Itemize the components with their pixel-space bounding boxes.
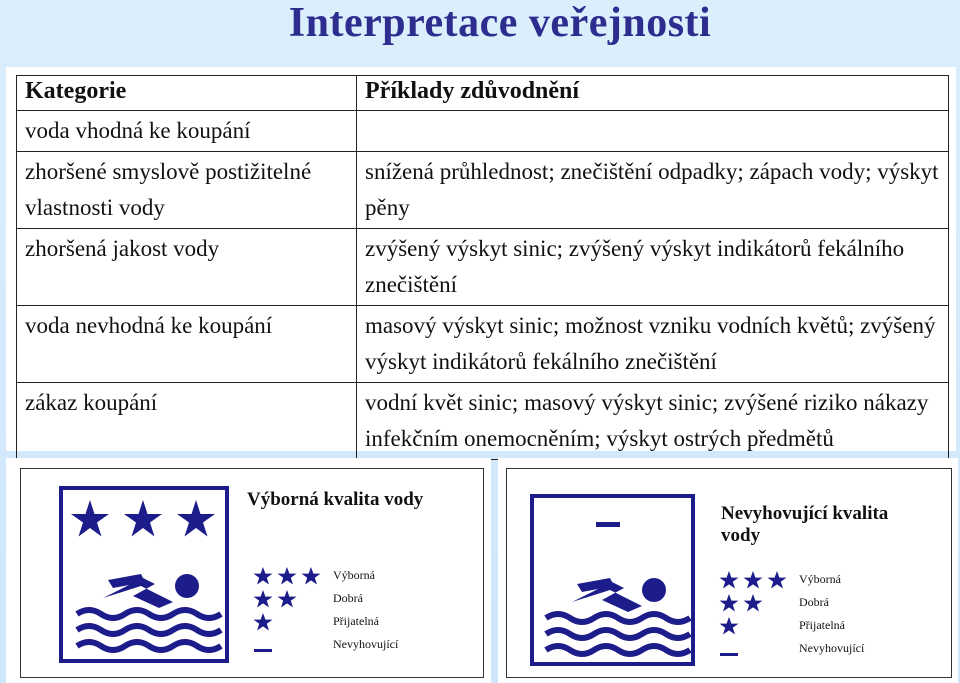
swimmer-icon bbox=[546, 578, 690, 654]
table-row bbox=[17, 306, 949, 383]
two-stars-icon bbox=[253, 589, 333, 609]
dash-icon bbox=[253, 635, 333, 655]
three-stars-icon bbox=[719, 570, 799, 590]
sign-graphic bbox=[63, 490, 225, 659]
table-row bbox=[17, 229, 949, 306]
two-stars-icon bbox=[719, 593, 799, 613]
category-cell: zákaz koupání bbox=[17, 383, 357, 460]
table-row bbox=[17, 152, 949, 229]
poor-quality-title: Nevyhovující kvalita vody bbox=[721, 503, 889, 546]
legend-label: Výborná bbox=[333, 568, 375, 582]
excellent-quality-panel bbox=[6, 458, 491, 683]
legend-row bbox=[719, 614, 864, 637]
quality-legend bbox=[719, 568, 864, 660]
examples-cell: masový výskyt sinic; možnost vzniku vodních květů; zvýšený výskyt indikátorů fekálního znečištění bbox=[357, 306, 949, 383]
page-title: Interpretace veřejnosti bbox=[288, 0, 712, 46]
table-header-row bbox=[17, 76, 949, 111]
examples-cell: vodní květ sinic; masový výskyt sinic; zvýšené riziko nákazy infekčním onemocněním; výskyt ostrých předmětů bbox=[357, 383, 949, 460]
three-stars-icon bbox=[253, 566, 333, 586]
rating-stars-icon bbox=[71, 500, 215, 537]
category-cell: voda nevhodná ke koupání bbox=[17, 306, 357, 383]
legend-row bbox=[253, 633, 398, 656]
dash-icon bbox=[596, 522, 620, 527]
star-icon bbox=[124, 500, 162, 537]
star-icon bbox=[71, 500, 109, 537]
examples-cell bbox=[357, 111, 949, 152]
dash-icon bbox=[719, 639, 799, 659]
legend-label: Přijatelná bbox=[333, 614, 379, 628]
examples-cell: zvýšený výskyt sinic; zvýšený výskyt indikátorů fekálního znečištění bbox=[357, 229, 949, 306]
header-examples: Příklady zdůvodnění bbox=[357, 76, 949, 111]
star-icon bbox=[177, 500, 215, 537]
legend-row bbox=[719, 568, 864, 591]
category-cell: voda vhodná ke koupání bbox=[17, 111, 357, 152]
panel-frame bbox=[506, 468, 952, 678]
legend-label: Nevyhovující bbox=[799, 641, 865, 655]
legend-label: Výborná bbox=[799, 572, 841, 586]
legend-row bbox=[253, 587, 398, 610]
excellent-quality-sign bbox=[59, 486, 229, 663]
examples-cell: snížená průhlednost; znečištění odpadky; zápach vody; výskyt pěny bbox=[357, 152, 949, 229]
legend-label: Nevyhovující bbox=[333, 637, 399, 651]
sign-graphic bbox=[534, 498, 691, 662]
legend-label: Přijatelná bbox=[799, 618, 845, 632]
one-star-icon bbox=[253, 612, 333, 632]
category-table-card bbox=[6, 67, 956, 451]
category-cell: zhoršené smyslově postižitelné vlastnosti vody bbox=[17, 152, 357, 229]
category-cell: zhoršená jakost vody bbox=[17, 229, 357, 306]
legend-row bbox=[253, 564, 398, 587]
header-category: Kategorie bbox=[17, 76, 357, 111]
legend-label: Dobrá bbox=[799, 595, 829, 609]
legend-row bbox=[719, 591, 864, 614]
legend-row bbox=[253, 610, 398, 633]
legend-row bbox=[719, 637, 864, 660]
table-row bbox=[17, 111, 949, 152]
poor-quality-panel bbox=[498, 458, 958, 683]
panel-frame bbox=[20, 468, 484, 678]
poor-quality-sign bbox=[530, 494, 695, 666]
one-star-icon bbox=[719, 616, 799, 636]
excellent-quality-title: Výborná kvalita vody bbox=[247, 489, 424, 510]
category-table bbox=[16, 75, 949, 460]
legend-label: Dobrá bbox=[333, 591, 363, 605]
swimmer-icon bbox=[77, 574, 221, 650]
quality-legend bbox=[253, 564, 398, 656]
table-row bbox=[17, 383, 949, 460]
